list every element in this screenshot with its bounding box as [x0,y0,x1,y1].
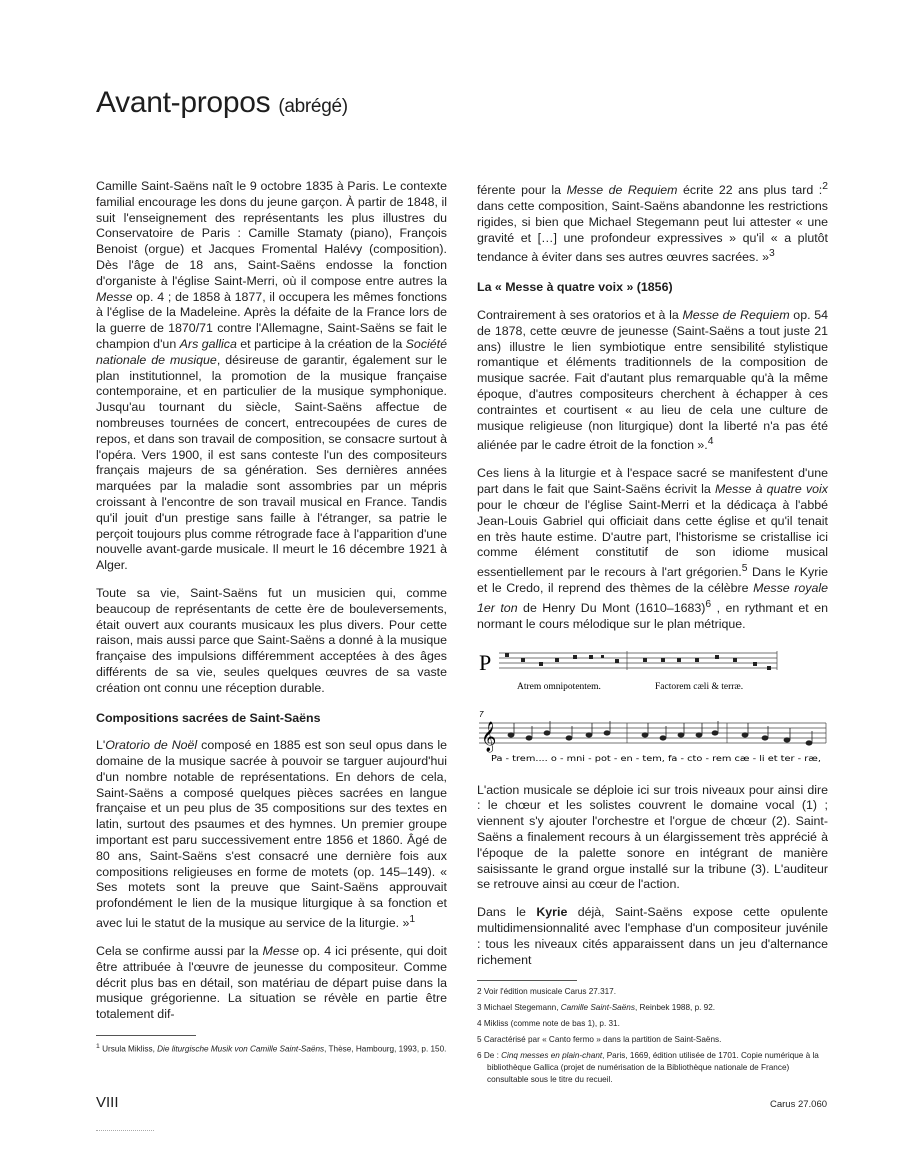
plainchant-staff-figure [477,645,828,693]
footnote-3: 3 Michael Stegemann, Camille Saint-Saëns, Reinbek 1988, p. 92. [477,1003,716,1013]
footnote-ref-2[interactable]: 2 [822,181,828,192]
plainchant-text-2: Factorem cæli & terræ. [655,681,744,692]
footnote-ref-6[interactable]: 6 [705,598,712,610]
right-column [477,179,828,1090]
footnote-5: 5 Caractérisé par « Canto fermo » dans la partition de Saint-Saëns. [477,1035,722,1045]
paragraph-biography: Camille Saint-Saëns naît le 9 octobre 1835 à Paris. Le contexte familial encourage les dons du jeune garçon. À partir de 1848, il suit l'enseignement des représentants les plus illustres du Conservatoire de Paris : Camille Stamaty (piano), François Benoist (orgue) et Jacques Fromental Halévy (composition). Dès l'âge de 18 ans, Saint-Saëns endosse la fonction d'organiste à l'église Saint-Merri, où il compose entre autres la Messe op. 4 ; de 1858 à 1877, il occupera les mêmes fonctions à l'église de la Madeleine. Après la défaite de la France lors de la guerre de 1870/71 contre l'Allemagne, Saint-Saëns se fait le champion d'un Ars gallica et participe à la création de la Société nationale de musique, désireuse de garantir, également sur le plan institutionnel, la promotion de la musique française contemporaine, et en particulier de la musique symphonique. Jusqu'au tournant du siècle, Saint-Saëns affectue de nombreuses tournées de concert, entrecoupées de cures de repos, et dans son travail de composition, se consacre surtout à l'opéra. Vers 1900, il est sans conteste l'un des compositeurs français majeurs de sa génération. Ses dernières années marquées par la maladie sont assombries par un mépris croissant à l'encontre de son travail musical en France. Tandis qu'il jouit d'un prestige sans faille à l'étranger, sa patrie le perçoit toujours plus comme rétrograde face à l'apparition d'une nouvelle avant-garde musicale. Il meurt le 16 décembre 1921 à Alger. [96,179,448,573]
footnote-ref-5[interactable]: 5 [741,563,748,575]
paragraph-three-levels: L'action musicale se déploie ici sur trois niveaux pour ainsi dire : le chœur et les solistes couvrent le domaine vocal (1) ; viennent s'y ajouter l'orchestre et l'orgue de chœur (2). Saint-Saëns a finalement recours à un élargissement très apprécié à l'époque de la palette sonore en intégrant de manière saisissante le grand orgue installé sur la tribune (3). L'auditeur se retrouve ainsi au cœur de l'action. [477,782,828,892]
left-column [96,179,447,1060]
plainchant-text-1: Atrem omnipotentem. [517,681,601,692]
footnote-1: $^1$ Ursula Mikliss, Die liturgische Musik von Camille Saint-Saëns, Thèse, Hambourg, 1993, p. 150. [96,1042,447,1054]
paragraph-contrast: Contrairement à ses oratorios et à la Messe de Requiem op. 54 de 1878, cette œuvre de jeunesse (Saint-Saëns a tout juste 21 ans) illustre le lien symbiotique entre sensibilité stylistique romantique et éléments traditionnels de la composition de musique sacrée. Fait d'autant plus remarquable qu'à la même époque, d'autres compositeurs cherchent à échapper à ces contraintes et courtisent « au lieu de cela une culture de musique religieuse (non liturgique) dont la liberté n'a pas été aliénée par le cadre étroit de la fonction ».$^4$ [477,308,828,453]
paragraph-liturgy: Ces liens à la liturgie et à l'espace sacré se manifestent d'une part dans le fait que Saint-Saëns écrivit la Messe à quatre voix pour le chœur de l'église Saint-Merri et la dédicaça à l'abbé Jean-Louis Gabriel qui officiait dans cette église et qu'il tenait en très haute estime. D'autre part, l'historisme se cristallise ici comme élément constitutif de son idiome musical essentiellement par le recours à l'art grégorien.$^5$ Dans le Kyrie et le Credo, il reprend des thèmes de la célèbre Messe royale 1er ton de Henry Du Mont (1610–1683)$^6$ , en rythmant et en normant le cours mélodique sur le plan métrique. [477,466,829,631]
footnote-ref-1[interactable]: 1 [409,914,416,926]
footnote-ref-4[interactable]: 4 [707,436,714,448]
modern-notation-example [477,707,828,769]
paragraph-requiem: férente pour la Messe de Requiem écrite 22 ans plus tard :$^2$ dans cette composition, Saint-Saëns abandonne les restrictions rigides, si bien que Michael Stegemann peut lui attester « une gravité et […] une profondeur expressives » qu'il « a plutôt tendance à éviter dans ses autres œuvres sacrées. »$^3$ [477,181,828,265]
page-number: VIII [96,1094,119,1111]
footnote-ref-3[interactable]: 3 [769,248,775,260]
footnote-divider-right [477,980,577,981]
measure-number: 7 [479,709,484,719]
plainchant-example [477,645,828,693]
music-lyrics: Pa - trem.... o - mni - pot - en - tem, fa - cto - rem cæ - li et ter - ræ, [491,753,821,763]
paragraph-kyrie: Dans le Kyrie déjà, Saint-Saëns expose cette opulente multidimensionnalité avec l'emphase d'un compositeur juvénile : tous les niveaux cités apparaissent dans un jeu d'alternance richement [477,905,828,967]
paragraph-messe-op4: Cela se confirme aussi par la Messe op. 4 ici présente, qui doit être attribuée à l'œuvre de jeunesse du compositeur. Comme décrit plus bas en détail, son matériau de départ puise dans la musique grégorienne. La situation se révèle en partie être totalement dif- [96,943,447,1022]
footnote-4: 4 Mikliss (comme note de bas 1), p. 31. [477,1019,620,1029]
treble-clef-icon: 𝄞 [481,721,497,752]
footnote-6: 6 De : Cinq messes en plain-chant, Paris, 1669, édition utilisée de 1701. Copie numérique à la bibliothèque Gallica (projet de numérisation de la Bibliothèque nationale de France) consultable sous le titre du recueil. [477,1051,819,1085]
page-title [96,86,348,120]
heading-sacred-compositions: Compositions sacrées de Saint-Saëns [96,710,321,725]
footnote-2: 2 Voir l'édition musicale Carus 27.317. [477,987,617,997]
catalog-number: Carus 27.060 [770,1099,828,1110]
paragraph-oratorio: L'Oratorio de Noël composé en 1885 est son seul opus dans le domaine de la musique sacrée à pouvoir se targuer aujourd'hui d'un nombre notable de représentations. En dehors de cela, Saint-Saëns a composé quelques pièces sacrées en langue française et un peu plus de 35 compositions sur des textes en latin, surtout des psaumes et des hymnes. Un premier groupe important est paru successivement entre 1856 et 1860. Âgé de 80 ans, Saint-Saëns s'est consacré une dernière fois aux compositions religieuses en forme de motets (op. 145–149). « Ses motets sont la preuve que Saint-Saëns approuvait profondément le lien de la musique liturgique à sa fonction et avec lui le statut de la musique au service de la liturgie. »$^1$ [96,738,447,931]
footnote-divider [96,1035,196,1036]
modern-staff-figure [477,707,828,769]
page-title-sub: (abrégé) [278,96,348,117]
page-title-main: Avant-propos [96,86,271,119]
paragraph-musician: Toute sa vie, Saint-Saëns fut un musicien qui, comme beaucoup de représentants de cette ère de bouleversements, était ouvert aux courants musicaux les plus divers. Pour cette raison, mais aussi parce que Saint-Saëns a donné à la musique française des impulsions différemment acceptées à des âges différents de sa vie, seules quelques œuvres de sa vaste création ont connu une réception durable. [96,585,447,695]
bottom-rule [96,1130,154,1131]
plainchant-initial: P [479,649,492,675]
heading-messe-quatre-voix: La « Messe à quatre voix » (1856) [477,280,673,295]
